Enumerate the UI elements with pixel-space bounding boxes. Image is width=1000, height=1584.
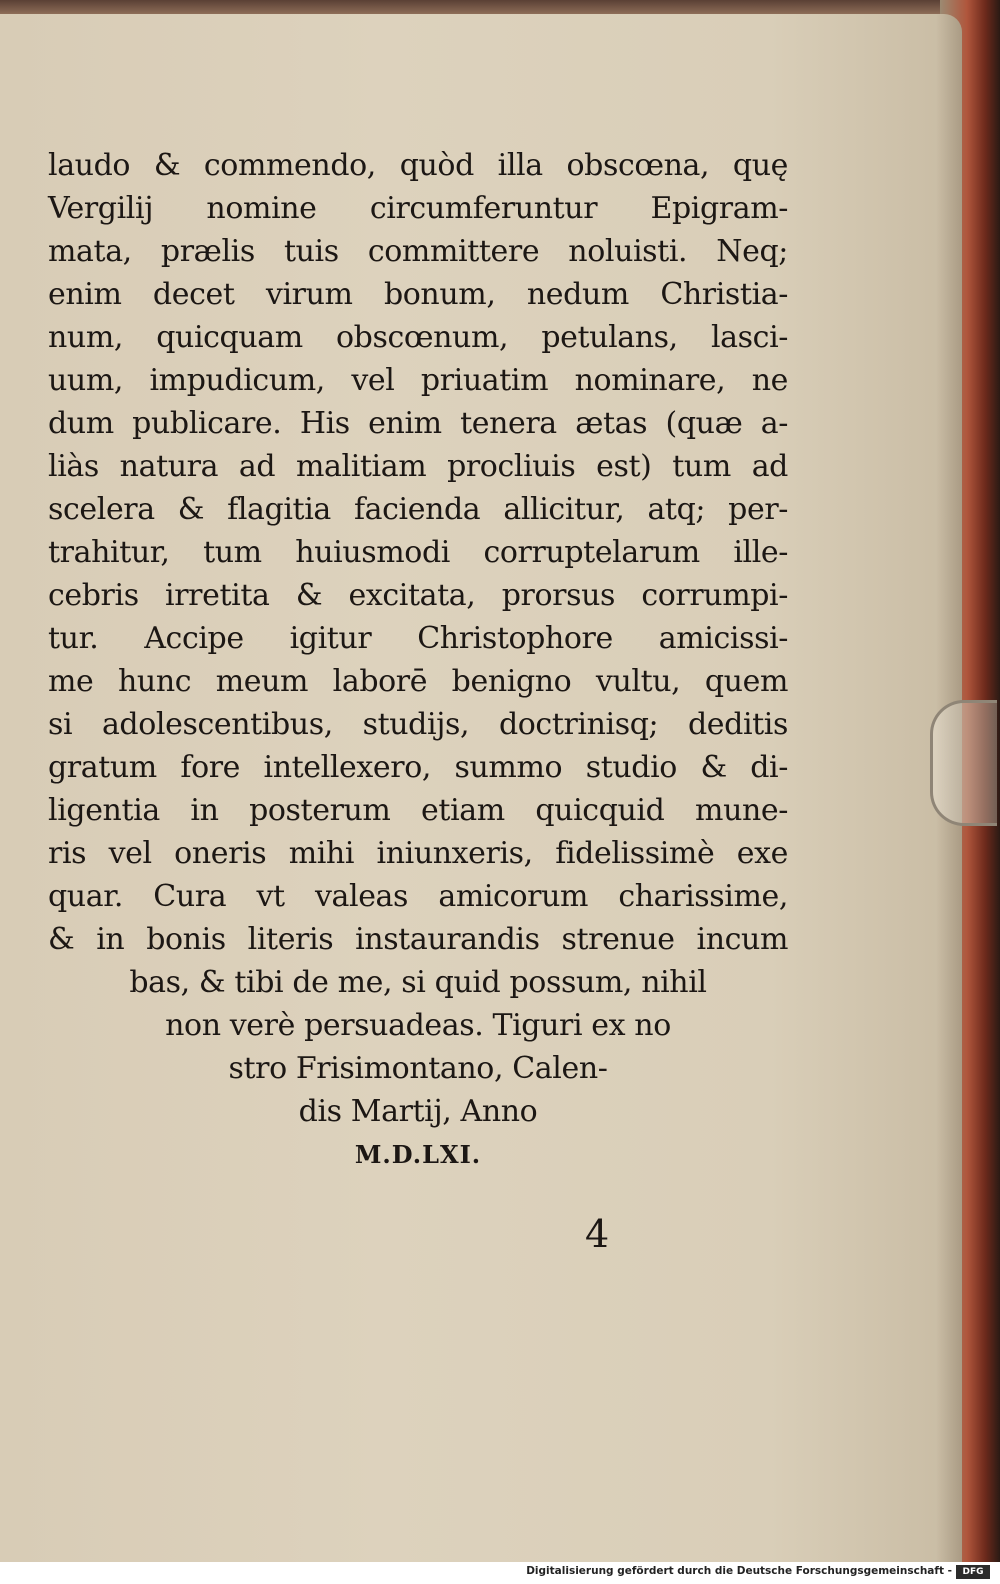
text-line: dis Martij, Anno: [298, 1094, 538, 1129]
text-line: cebris irretita & excitata, prorsus corrumpi-: [48, 578, 788, 613]
book-page: [0, 14, 962, 1562]
text-line: me hunc meum laborē benigno vultu, quem: [48, 664, 788, 699]
footer-bar: [0, 1562, 1000, 1584]
text-line: gratum fore intellexero, summo studio & di-: [48, 750, 788, 785]
text-line: dum publicare. His enim tenera ætas (quæ a-: [48, 406, 788, 441]
text-line: ris vel oneris mihi iniunxeris, fidelissimè exe: [48, 836, 788, 871]
text-line: tur. Accipe igitur Christophore amicissi-: [48, 621, 788, 656]
text-line: mata, prælis tuis committere noluisti. Neq;: [48, 234, 788, 269]
text-line: quar. Cura vt valeas amicorum charissime,: [48, 879, 788, 914]
text-line: & in bonis literis instaurandis strenue incum: [48, 922, 788, 957]
text-line: uum, impudicum, vel priuatim nominare, ne: [48, 363, 788, 398]
text-line: Vergilij nomine circumferuntur Epigram-: [48, 191, 788, 226]
text-line: stro Frisimontano, Calen-: [228, 1051, 608, 1086]
body-text: [48, 144, 788, 1176]
text-line: num, quicquam obscœnum, petulans, lasci-: [48, 320, 788, 355]
date-line: M.D.LXI.: [354, 1140, 482, 1169]
text-line: scelera & flagitia facienda allicitur, atq; per-: [48, 492, 788, 527]
text-line: liàs natura ad malitiam procliuis est) tum ad: [48, 449, 788, 484]
funding-credit: Digitalisierung gefördert durch die Deutsche Forschungsgemeinschaft -: [526, 1565, 952, 1577]
text-line: enim decet virum bonum, nedum Christia-: [48, 277, 788, 312]
text-line: non verè persuadeas. Tiguri ex no: [165, 1008, 671, 1043]
text-line: laudo & commendo, quòd illa obscœna, quę: [48, 148, 788, 183]
dfg-logo: DFG: [956, 1565, 990, 1579]
text-line: ligentia in posterum etiam quicquid mune-: [48, 793, 788, 828]
text-line: si adolescentibus, studijs, doctrinisq; deditis: [48, 707, 788, 742]
page-signature-mark: 4: [585, 1212, 610, 1256]
text-line: trahitur, tum huiusmodi corruptelarum ille-: [48, 535, 788, 570]
text-line: bas, & tibi de me, si quid possum, nihil: [129, 965, 707, 1000]
page-clip: [930, 700, 997, 826]
